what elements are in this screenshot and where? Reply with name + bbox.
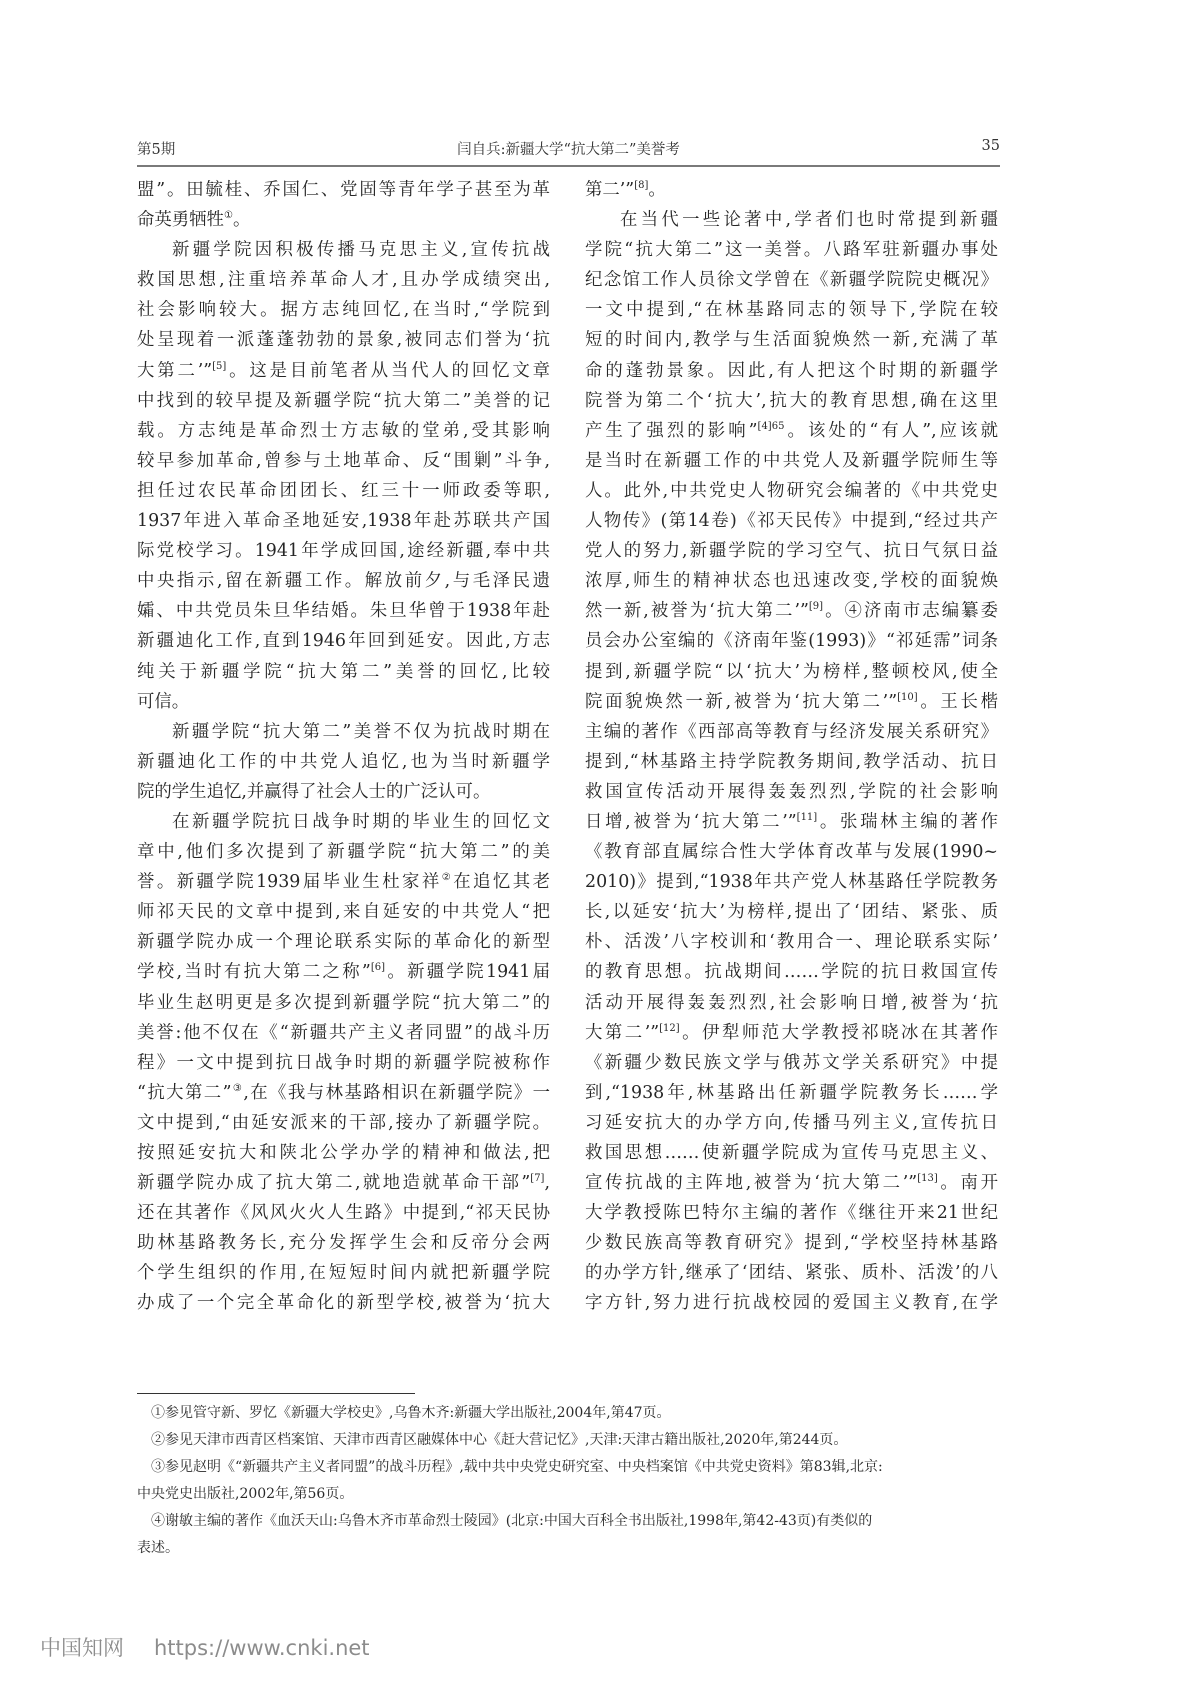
text-line bbox=[585, 446, 998, 476]
line-text: 新疆迪化工作的中共党人追忆,也为当时新疆学 bbox=[137, 751, 550, 772]
footnote-text: ③参见赵明《“新疆共产主义者同盟”的战斗历程》,载中共中央党史研究室、中央档案馆《中共党史资料》第83辑,北京: bbox=[151, 1459, 883, 1475]
text-line bbox=[585, 295, 998, 325]
line-text: 浓厚,师生的精神状态也迅速改变,学校的面貌焕 bbox=[585, 571, 998, 592]
text-line bbox=[137, 386, 550, 416]
text-line bbox=[585, 506, 998, 536]
text-line bbox=[137, 1048, 550, 1078]
line-text: 誉。新疆学院1939届毕业生杜家祥 bbox=[137, 872, 442, 893]
line-text: 。该处的“有人”,应该就 bbox=[784, 420, 998, 441]
line-text: 院的学生追忆,并赢得了社会人士的广泛认可。 bbox=[137, 781, 491, 802]
line-text: 新疆学院“抗大第二”美誉不仅为抗战时期在 bbox=[172, 721, 550, 742]
text-line bbox=[585, 1048, 998, 1078]
text-line bbox=[585, 1138, 998, 1168]
text-line bbox=[137, 897, 550, 927]
line-text: , bbox=[544, 1173, 550, 1194]
line-text: 到,“1938年,林基路出任新疆学院教务长……学 bbox=[585, 1082, 998, 1103]
citation-marker: [7] bbox=[530, 1173, 545, 1185]
line-text: 大第二’” bbox=[137, 360, 213, 381]
text-line bbox=[137, 867, 550, 897]
line-text: 救国思想……使新疆学院成为宣传马克思主义、 bbox=[585, 1143, 998, 1163]
line-text: 程》一文中提到抗日战争时期的新疆学院被称作 bbox=[137, 1052, 550, 1073]
line-text: ,在《我与林基路相识在新疆学院》一 bbox=[243, 1082, 550, 1103]
running-title: 闫自兵:新疆大学“抗大第二”美誉考 bbox=[457, 142, 680, 158]
line-text: 党人的努力,新疆学院的学习空气、抗日气氛日益 bbox=[585, 541, 998, 562]
line-text: 章中,他们多次提到了新疆学院“抗大第二”的美 bbox=[137, 842, 550, 863]
text-line bbox=[585, 265, 998, 295]
line-text: 2010)》提到,“1938年共产党人林基路任学院教务 bbox=[585, 872, 998, 893]
footnote-line bbox=[137, 1427, 1000, 1454]
line-text: 《新疆少数民族文学与俄苏文学关系研究》中提 bbox=[585, 1052, 998, 1073]
text-line bbox=[585, 927, 998, 957]
running-header bbox=[137, 138, 1000, 160]
line-text: 还在其著作《风风火火人生路》中提到,“祁天民协 bbox=[137, 1203, 550, 1224]
footnote-text: ②参见天津市西青区档案馆、天津市西青区融媒体中心《赶大营记忆》,天津:天津古籍出版社,2020年,第244页。 bbox=[151, 1432, 848, 1448]
text-line bbox=[137, 657, 550, 687]
footnote-text: ①参见管守新、罗忆《新疆大学校史》,乌鲁木齐:新疆大学出版社,2004年,第47页。 bbox=[151, 1405, 671, 1421]
text-line bbox=[585, 1168, 998, 1198]
line-text: 可信。 bbox=[137, 691, 190, 712]
text-line bbox=[137, 837, 550, 867]
cnki-watermark bbox=[40, 1632, 370, 1662]
text-line bbox=[137, 777, 550, 807]
text-line bbox=[585, 1288, 998, 1318]
line-text: 人物传》(第14卷)《祁天民传》中提到,“经过共产 bbox=[585, 511, 998, 532]
line-text: 办成了一个完全革命化的新型学校,被誉为‘抗大 bbox=[137, 1293, 550, 1314]
line-text: 大第二’” bbox=[585, 1022, 660, 1043]
line-text: 1937年进入革命圣地延安,1938年赴苏联共产国 bbox=[137, 511, 550, 532]
citation-marker: [11] bbox=[796, 811, 818, 823]
text-line bbox=[137, 747, 550, 777]
text-line bbox=[137, 626, 550, 656]
footnote-line bbox=[137, 1481, 1000, 1508]
line-text: 个学生组织的作用,在短短时间内就把新疆学院 bbox=[137, 1263, 550, 1284]
line-text: 学院“抗大第二”这一美誉。八路军驻新疆办事处 bbox=[585, 240, 998, 261]
line-text: 第二’” bbox=[585, 180, 635, 200]
text-line bbox=[137, 566, 550, 596]
text-line bbox=[137, 1258, 550, 1288]
line-text: 日增,被誉为‘抗大第二’” bbox=[585, 811, 797, 832]
text-line bbox=[137, 1168, 550, 1198]
footnote-line bbox=[137, 1400, 1000, 1427]
text-line bbox=[137, 807, 550, 837]
line-text: 。南开 bbox=[937, 1173, 998, 1194]
line-text: 朴、活泼’八字校训和‘教用合一、理论联系实际’ bbox=[585, 932, 998, 953]
line-text: 字方针,努力进行抗战校园的爱国主义教育,在学 bbox=[585, 1293, 998, 1314]
citation-marker: ③ bbox=[231, 1082, 244, 1094]
footnote-text: ④谢敏主编的著作《血沃天山:乌鲁木齐市革命烈士陵园》(北京:中国大百科全书出版社,1998年,第42-43页)有类似的 bbox=[151, 1513, 873, 1529]
citation-marker: [9] bbox=[808, 601, 824, 613]
text-line bbox=[585, 897, 998, 927]
line-text: 主编的著作《西部高等教育与经济发展关系研究》 bbox=[585, 721, 998, 742]
header-rule bbox=[137, 165, 1000, 167]
text-line bbox=[137, 1078, 550, 1108]
line-text: “抗大第二” bbox=[137, 1082, 232, 1103]
line-text: 助林基路教务长,充分发挥学生会和反帝分会两 bbox=[137, 1233, 550, 1254]
text-line bbox=[137, 325, 550, 355]
citation-marker: [5] bbox=[212, 360, 227, 372]
text-line bbox=[585, 957, 998, 987]
line-text: 提到,新疆学院“以‘抗大’为榜样,整顿校风,使全 bbox=[585, 661, 998, 682]
line-text: 的办学方针,继承了‘团结、紧张、质朴、活泼’的八 bbox=[585, 1263, 998, 1284]
text-line bbox=[585, 175, 998, 205]
text-line bbox=[585, 596, 998, 626]
text-line bbox=[137, 1228, 550, 1258]
line-text: 。这是目前笔者从当代人的回忆文章 bbox=[226, 360, 550, 381]
citation-marker: [10] bbox=[897, 691, 918, 703]
text-line bbox=[585, 747, 998, 777]
line-text: 是当时在新疆工作的中共党人及新疆学院师生等 bbox=[585, 450, 998, 471]
text-line bbox=[585, 476, 998, 506]
text-line bbox=[137, 927, 550, 957]
text-line bbox=[137, 1108, 550, 1138]
text-line bbox=[137, 506, 550, 536]
line-text: 命英勇牺牲 bbox=[137, 210, 224, 231]
text-line bbox=[585, 416, 998, 446]
text-line bbox=[585, 837, 998, 867]
line-text: 在新疆学院抗日战争时期的毕业生的回忆文 bbox=[172, 811, 550, 832]
text-line bbox=[137, 1198, 550, 1228]
text-line bbox=[585, 1018, 998, 1048]
text-line bbox=[137, 446, 550, 476]
line-text: 学校,当时有抗大第二之称” bbox=[137, 962, 371, 983]
text-line bbox=[137, 356, 550, 386]
line-text: 孀、中共党员朱旦华结婚。朱旦华曾于1938年赴 bbox=[137, 601, 550, 622]
text-line bbox=[137, 205, 550, 235]
watermark-url: https://www.cnki.net bbox=[154, 1636, 370, 1660]
text-line bbox=[137, 536, 550, 566]
right-column bbox=[585, 175, 998, 1319]
footnote-line bbox=[137, 1535, 1000, 1562]
line-text: 院誉为第二个‘抗大’,抗大的教育思想,确在这里 bbox=[585, 390, 998, 411]
text-line bbox=[585, 687, 998, 717]
text-line bbox=[585, 566, 998, 596]
footnotes bbox=[137, 1400, 1000, 1562]
line-text: 产生了强烈的影响” bbox=[585, 420, 758, 441]
citation-marker: ① bbox=[223, 210, 233, 222]
text-line bbox=[585, 205, 998, 235]
text-line bbox=[585, 1258, 998, 1288]
text-line bbox=[137, 717, 550, 747]
citation-marker: [8] bbox=[634, 180, 649, 191]
citation-marker: [13] bbox=[917, 1173, 938, 1185]
text-line bbox=[137, 957, 550, 987]
line-text: 命的蓬勃景象。因此,有人把这个时期的新疆学 bbox=[585, 360, 998, 381]
text-line bbox=[585, 867, 998, 897]
text-line bbox=[137, 687, 550, 717]
text-line bbox=[137, 1018, 550, 1048]
line-text: 院面貌焕然一新,被誉为‘抗大第二’” bbox=[585, 691, 898, 712]
text-line bbox=[137, 175, 550, 205]
line-text: 的教育思想。抗战期间……学院的抗日救国宣传 bbox=[585, 962, 998, 983]
line-text: 宣传抗战的主阵地,被誉为‘抗大第二’” bbox=[585, 1173, 918, 1194]
line-text: 按照延安抗大和陕北公学办学的精神和做法,把 bbox=[137, 1143, 550, 1163]
footnote-line bbox=[137, 1454, 1000, 1481]
text-line bbox=[585, 325, 998, 355]
text-line bbox=[585, 807, 998, 837]
line-text: 。 bbox=[232, 210, 251, 231]
line-text: 大学教授陈巴特尔主编的著作《继往开来21世纪 bbox=[585, 1203, 998, 1224]
line-text: 载。方志纯是革命烈士方志敏的堂弟,受其影响 bbox=[137, 420, 550, 441]
text-line bbox=[585, 777, 998, 807]
line-text: 纯关于新疆学院“抗大第二”美誉的回忆,比较 bbox=[137, 661, 550, 682]
line-text: 新疆学院办成了抗大第二,就地造就革命干部” bbox=[137, 1173, 531, 1194]
text-line bbox=[137, 235, 550, 265]
watermark-brand: 中国知网 bbox=[40, 1636, 124, 1660]
line-text: 在追忆其老 bbox=[453, 872, 550, 893]
line-text: 少数民族高等教育研究》提到,“学校坚持林基路 bbox=[585, 1233, 998, 1254]
text-line bbox=[137, 476, 550, 506]
text-line bbox=[585, 235, 998, 265]
line-text: 美誉:他不仅在《“新疆共产主义者同盟”的战斗历 bbox=[137, 1022, 550, 1043]
text-line bbox=[585, 1078, 998, 1108]
line-text: 。王长楷 bbox=[917, 691, 998, 712]
text-line bbox=[137, 265, 550, 295]
line-text: 人。此外,中共党史人物研究会编著的《中共党史 bbox=[585, 480, 998, 501]
line-text: 。伊犁师范大学教授祁晓冰在其著作 bbox=[679, 1022, 998, 1043]
text-line bbox=[585, 1108, 998, 1138]
page-number: 35 bbox=[981, 138, 1000, 154]
line-text: 。④济南市志编纂委 bbox=[823, 601, 998, 622]
line-text: 。 bbox=[648, 180, 666, 200]
text-line bbox=[137, 1138, 550, 1168]
text-line bbox=[137, 416, 550, 446]
line-text: 中央指示,留在新疆工作。解放前夕,与毛泽民遗 bbox=[137, 571, 550, 592]
text-line bbox=[137, 596, 550, 626]
text-line bbox=[585, 356, 998, 386]
line-text: 际党校学习。1941年学成回国,途经新疆,奉中共 bbox=[137, 541, 550, 562]
line-text: 处呈现着一派蓬蓬勃勃的景象,被同志们誉为‘抗 bbox=[137, 330, 550, 351]
citation-marker: [6] bbox=[370, 962, 385, 974]
line-text: 新疆学院因积极传播马克思主义,宣传抗战 bbox=[172, 240, 550, 261]
line-text: 。新疆学院1941届 bbox=[385, 962, 550, 983]
text-line bbox=[585, 536, 998, 566]
line-text: 在当代一些论著中,学者们也时常提到新疆 bbox=[620, 210, 998, 231]
line-text: 长,以延安‘抗大’为榜样,提出了‘团结、紧张、质 bbox=[585, 902, 998, 923]
line-text: 师祁天民的文章中提到,来自延安的中共党人“把 bbox=[137, 902, 550, 923]
line-text: 文中提到,“由延安派来的干部,接办了新疆学院。 bbox=[137, 1112, 550, 1133]
line-text: 社会影响较大。据方志纯回忆,在当时,“学院到 bbox=[137, 300, 550, 321]
line-text: 盟”。田毓桂、乔国仁、党固等青年学子甚至为革 bbox=[137, 180, 550, 200]
text-line bbox=[137, 988, 550, 1018]
text-line bbox=[585, 717, 998, 747]
citation-marker: ② bbox=[441, 872, 454, 884]
line-text: 新疆迪化工作,直到1946年回到延安。因此,方志 bbox=[137, 631, 550, 652]
line-text: 救国思想,注重培养革命人才,且办学成绩突出, bbox=[137, 270, 550, 291]
footnote-text: 中央党史出版社,2002年,第56页。 bbox=[137, 1486, 354, 1502]
line-text: 纪念馆工作人员徐文学曾在《新疆学院院史概况》 bbox=[585, 270, 998, 291]
citation-marker: [4]65 bbox=[757, 420, 785, 432]
line-text: 新疆学院办成一个理论联系实际的革命化的新型 bbox=[137, 932, 550, 953]
line-text: 活动开展得轰轰烈烈,社会影响日增,被誉为‘抗 bbox=[585, 992, 998, 1013]
text-line bbox=[137, 1288, 550, 1318]
left-column bbox=[137, 175, 550, 1319]
footnote-separator bbox=[137, 1393, 415, 1394]
line-text: 担任过农民革命团团长、红三十一师政委等职, bbox=[137, 480, 550, 501]
footnote-line bbox=[137, 1508, 1000, 1535]
footnote-text: 表述。 bbox=[137, 1540, 179, 1556]
text-line bbox=[137, 295, 550, 325]
line-text: 然一新,被誉为‘抗大第二’” bbox=[585, 601, 809, 622]
text-line bbox=[585, 386, 998, 416]
text-line bbox=[585, 988, 998, 1018]
line-text: 《教育部直属综合性大学体育改革与发展(1990~ bbox=[585, 842, 998, 863]
line-text: 提到,“林基路主持学院教务期间,教学活动、抗日 bbox=[585, 751, 998, 772]
line-text: 习延安抗大的办学方向,传播马列主义,宣传抗日 bbox=[585, 1112, 998, 1133]
line-text: 员会办公室编的《济南年鉴(1993)》“祁延霈”词条 bbox=[585, 631, 998, 652]
line-text: 较早参加革命,曾参与土地革命、反“围剿”斗争, bbox=[137, 450, 550, 471]
line-text: 一文中提到,“在林基路同志的领导下,学院在较 bbox=[585, 300, 998, 321]
issue-label: 第5期 bbox=[137, 142, 176, 158]
text-line bbox=[585, 657, 998, 687]
line-text: 救国宣传活动开展得轰轰烈烈,学院的社会影响 bbox=[585, 781, 998, 802]
citation-marker: [12] bbox=[659, 1022, 680, 1034]
text-line bbox=[585, 1228, 998, 1258]
text-line bbox=[585, 626, 998, 656]
line-text: 中找到的较早提及新疆学院“抗大第二”美誉的记 bbox=[137, 390, 550, 411]
line-text: 短的时间内,教学与生活面貌焕然一新,充满了革 bbox=[585, 330, 998, 351]
line-text: 毕业生赵明更是多次提到新疆学院“抗大第二”的 bbox=[137, 992, 550, 1013]
line-text: 。张瑞林主编的著作 bbox=[817, 811, 998, 832]
text-line bbox=[585, 1198, 998, 1228]
